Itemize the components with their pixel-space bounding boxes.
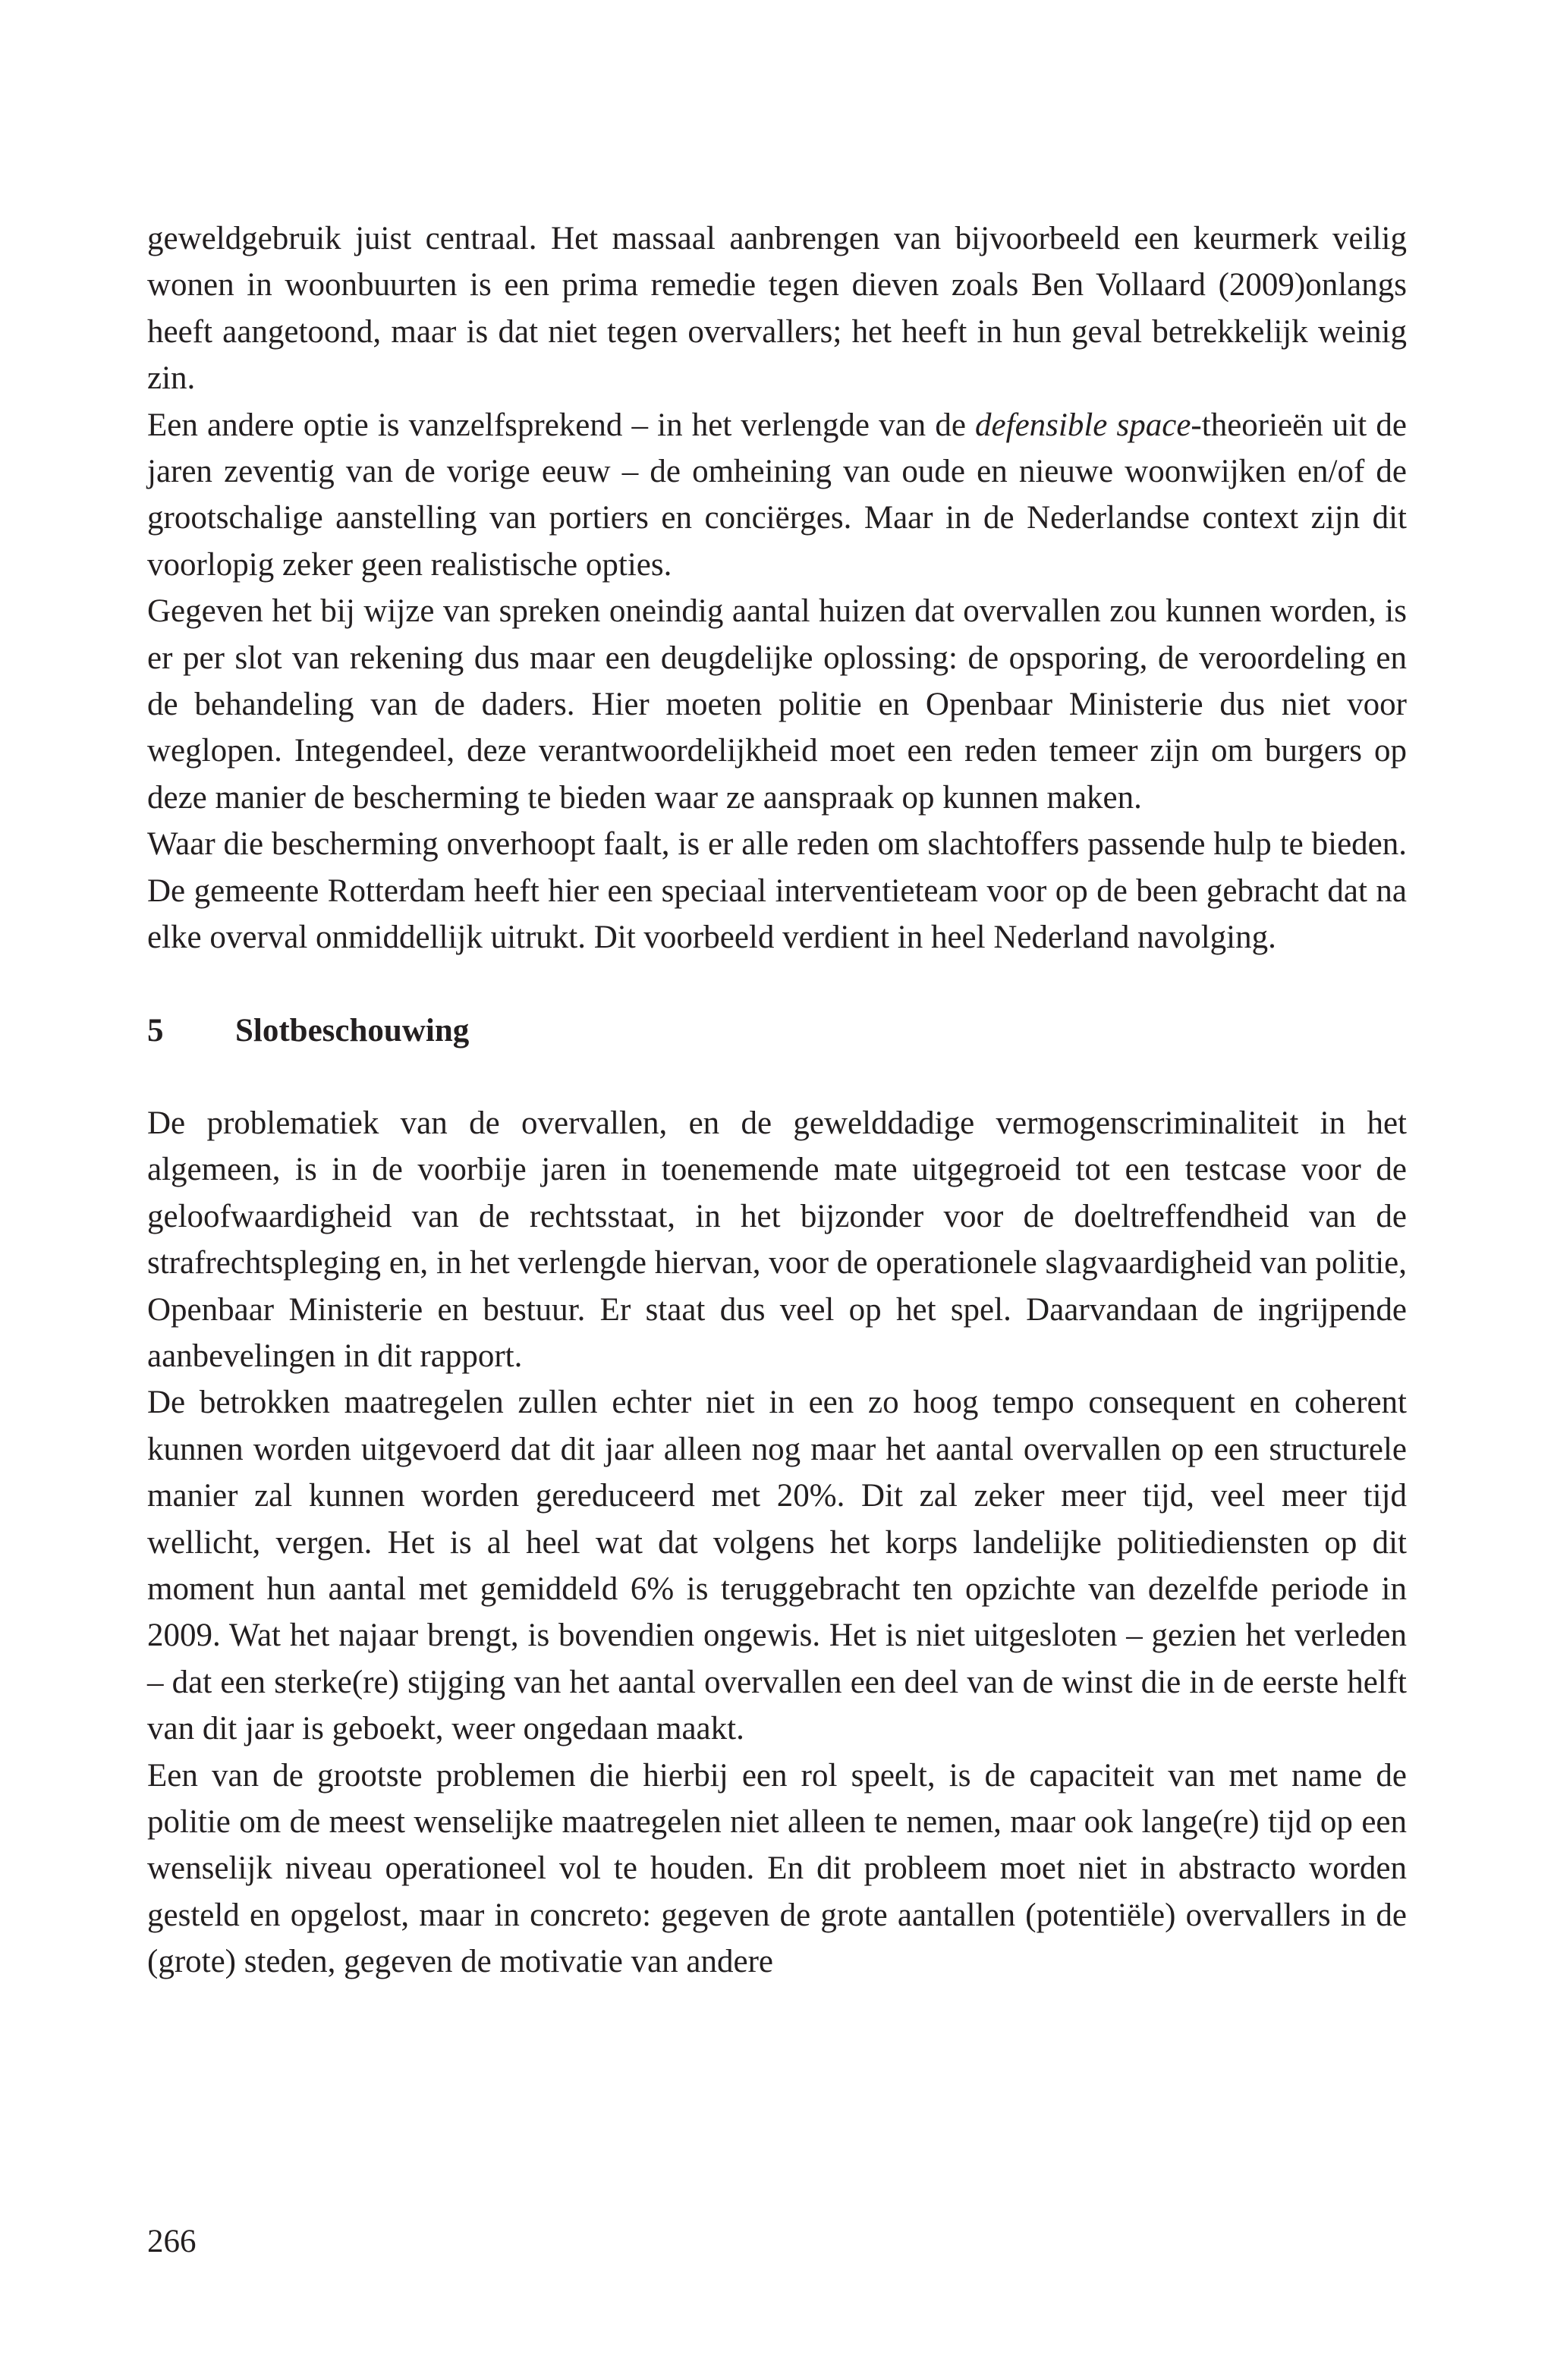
section-heading bbox=[147, 1008, 1407, 1054]
body-text bbox=[147, 215, 1407, 1985]
section-title: Slotbeschouwing bbox=[235, 1012, 470, 1049]
paragraph-1: geweldgebruik juist centraal. Het massaal aanbrengen van bijvoorbeeld een keurmerk veilig wonen in woonbuurten is een prima remedie tegen dieven zoals Ben Vollaard (2009)onlangs heeft aangetoond, maar is dat niet tegen overvallers; het heeft in hun geval betrekkelijk weinig zin. bbox=[147, 221, 1407, 397]
paragraph-7: Een van de grootste problemen die hierbij een rol speelt, is de capaciteit van met name de politie om de meest wenselijke maatregelen niet alleen te nemen, maar ook lange(re) tijd op een wenselijk niveau operationeel vol te houden. En dit probleem moet niet in abstracto worden gesteld en opgelost, maar in concreto: gegeven de grote aantallen (potentiële) overvallers in de (grote) steden, gegeven de motivatie van andere bbox=[147, 1757, 1407, 1980]
page-number: 266 bbox=[147, 2224, 197, 2259]
paragraph-5: De problematiek van de overvallen, en de gewelddadige vermogenscriminaliteit in het algemeen, is in de voorbije jaren in toenemende mate uitgegroeid tot een testcase voor de geloofwaardigheid van de rechtsstaat, in het bijzonder voor de doeltreffendheid van de strafrechtspleging en, in het verlengde hiervan, voor de operationele slagvaardigheid van politie, Openbaar Ministerie en bestuur. Er staat dus veel op het spel. Daarvandaan de ingrijpende aanbevelingen in dit rapport. bbox=[147, 1105, 1407, 1374]
paragraph-2-end: -theorieën uit de jaren zeventig van de vorige eeuw – de omheining van oude en nieuwe woonwijken en/of de grootschalige aanstelling van portiers en conciërges. Maar in de Nederlandse context zijn dit voorlopig zeker geen realistische opties. bbox=[147, 407, 1407, 583]
paragraph-2-italic-term: defensible space bbox=[975, 407, 1191, 443]
paragraph-4: Waar die bescherming onverhoopt faalt, is er alle reden om slachtoffers passende hulp te bieden. De gemeente Rotterdam heeft hier een speciaal interventieteam voor op de been gebracht dat na elke overval onmiddellijk uitrukt. Dit voorbeeld verdient in heel Nederland navolging. bbox=[147, 826, 1407, 956]
section-number: 5 bbox=[147, 1012, 164, 1049]
paragraph-3: Gegeven het bij wijze van spreken oneindig aantal huizen dat overvallen zou kunnen worden, is er per slot van rekening dus maar een deugdelijke oplossing: de opsporing, de veroordeling en de behandeling van de daders. Hier moeten politie en Openbaar Ministerie dus niet voor weglopen. Integendeel, deze verantwoordelijkheid moet een reden temeer zijn om burgers op deze manier de bescherming te bieden waar ze aanspraak op kunnen maken. bbox=[147, 593, 1407, 816]
paragraph-6: De betrokken maatregelen zullen echter niet in een zo hoog tempo consequent en coherent kunnen worden uitgevoerd dat dit jaar alleen nog maar het aantal overvallen op een structurele manier zal kunnen worden gereduceerd met 20%. Dit zal zeker meer tijd, veel meer tijd wellicht, vergen. Het is al heel wat dat volgens het korps landelijke politiediensten op dit moment hun aantal met gemiddeld 6% is teruggebracht ten opzichte van dezelfde periode in 2009. Wat het najaar brengt, is bovendien ongewis. Het is niet uitgesloten – gezien het verleden – dat een sterke(re) stijging van het aantal overvallen een deel van de winst die in de eerste helft van dit jaar is geboekt, weer ongedaan maakt. bbox=[147, 1385, 1407, 1747]
paragraph-2-start: Een andere optie is vanzelfsprekend – in het verlengde van de bbox=[147, 407, 976, 443]
paragraph-2 bbox=[147, 402, 1407, 589]
